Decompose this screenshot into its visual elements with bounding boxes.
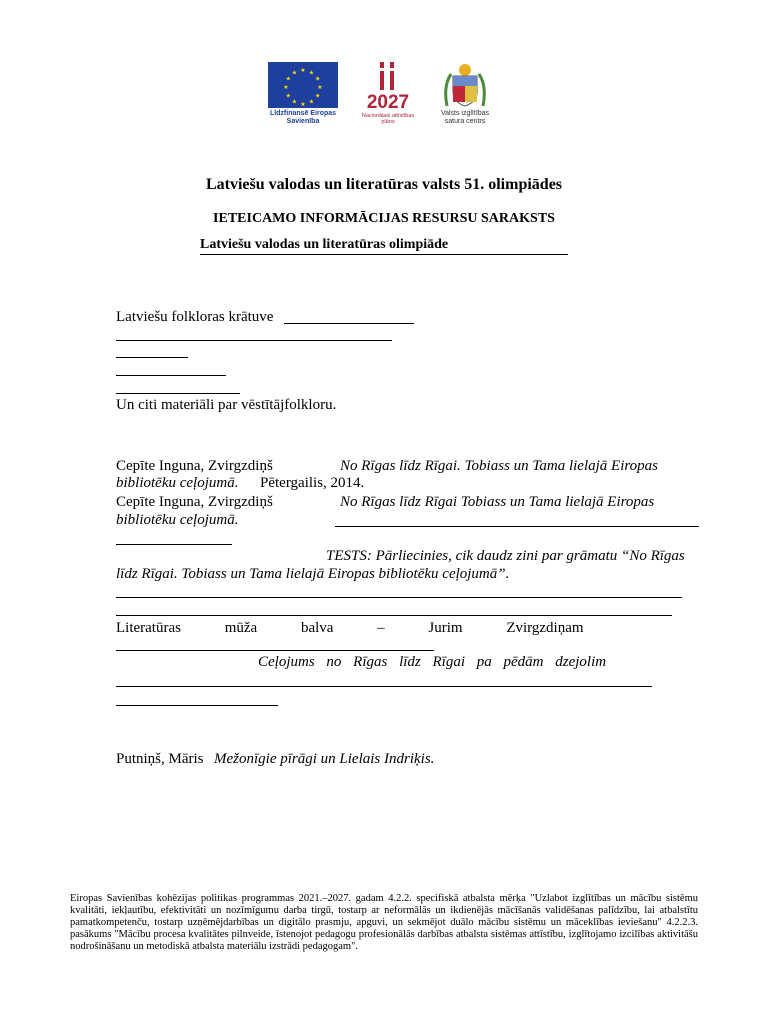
national-plan-year: 2027 xyxy=(366,92,410,113)
cepite1-title-line2: bibliotēku ceļojumā. xyxy=(116,475,239,491)
page-title: Latviešu valodas un literatūras valsts 51. olimpiādes xyxy=(205,176,563,193)
cepite1-publisher: Pētergailis, 2014. xyxy=(260,475,365,491)
svg-text:★: ★ xyxy=(308,98,315,106)
svg-text:★: ★ xyxy=(317,84,323,91)
link-line[interactable] xyxy=(116,705,278,706)
journey-line: Ceļojums no Rīgas līdz Rīgai pa pēdām dzejolim xyxy=(258,654,607,670)
svg-text:★: ★ xyxy=(291,98,298,106)
national-plan-caption: Nacionālais attīstības plāns xyxy=(361,113,415,125)
link-line[interactable] xyxy=(335,526,699,527)
link-line[interactable] xyxy=(116,686,652,687)
link-line[interactable] xyxy=(116,393,240,394)
link-line[interactable] xyxy=(116,544,232,545)
svg-text:★: ★ xyxy=(300,67,306,74)
tests-line2 xyxy=(116,566,624,583)
svg-text:★: ★ xyxy=(285,75,291,83)
folklore-more-text: Un citi materiāli par vēstītājfolkloru. xyxy=(116,397,337,413)
latvia-coat-of-arms-icon xyxy=(443,62,487,108)
link-line[interactable] xyxy=(116,615,672,616)
link-line[interactable] xyxy=(116,375,226,376)
link-line[interactable] xyxy=(116,597,682,598)
svg-text:★: ★ xyxy=(308,69,315,77)
funding-footer: Eiropas Savienības kohēzijas politikas programmas 2021.–2027. gadam 4.2.2. specifiskā atbalsta mērķa "Uzlabot izglītības un mācību sistēmu kvalitāti, iekļautību, efektivitāti un nozīmīgumu darba tirgū, tostarp ar neformālās un ikdienējās mācīšanās validēšanas palīdzību, lai atbalstītu pamatkompetenču, tostarp uzņēmējdarbības un digitālo prasmju, apguvi, un sekmējot duālo mācību sistēmu un māceklības ieviešanu" 4.2.2.3. pasākums "Mācību procesa kvalitātes pilnveide, īstenojot pedagogu profesionālās darbības atbalsta sistēmas attīstību, izglītojamo izcilības aktivitāšu nodrošināšanu un metodiskā atbalsta materiālu izstrādi pedagogam". xyxy=(70,893,698,952)
link-line[interactable] xyxy=(116,357,188,358)
putnins-author: Putniņš, Māris xyxy=(116,751,204,767)
cepite2-author: Cepīte Inguna, Zvirgzdiņš xyxy=(116,494,273,510)
svg-text:★: ★ xyxy=(315,75,321,83)
link-line[interactable] xyxy=(116,650,434,651)
svg-text:★: ★ xyxy=(285,92,291,100)
page-subtitle: IETEICAMO INFORMĀCIJAS RESURSU SARAKSTS xyxy=(213,211,555,226)
eu-stars-icon xyxy=(268,62,338,108)
tests-line2-text: līdz Rīgai. Tobiass un Tama lielajā Eiropas bibliotēku ceļojumā”. xyxy=(116,566,510,582)
svg-text:★: ★ xyxy=(291,69,298,77)
putnins-title: Mežonīgie pīrāgi un Lielais Indriķis. xyxy=(214,751,435,767)
award-line: Literatūras mūža balva – Jurim Zvirgzdiņam xyxy=(116,620,584,636)
eu-caption: Līdzfinansē Eiropas Savienība xyxy=(269,110,337,125)
svg-text:★: ★ xyxy=(300,101,306,108)
crest-caption: Valsts izglītības satura centrs xyxy=(440,110,490,125)
link-line[interactable] xyxy=(284,323,414,324)
cepite1-author: Cepīte Inguna, Zvirgzdiņš xyxy=(116,458,273,474)
cepite2-title-line1: No Rīgas līdz Rīgai Tobiass un Tama lielajā Eiropas xyxy=(340,494,655,510)
svg-text:★: ★ xyxy=(315,92,321,100)
tests-line1: TESTS: Pārliecinies, cik daudz zini par grāmatu “No Rīgas xyxy=(326,548,685,564)
subtitle-underline xyxy=(200,254,568,255)
eu-flag-logo xyxy=(268,62,338,108)
cepite2-title-line2: bibliotēku ceļojumā. xyxy=(116,512,239,528)
svg-text:★: ★ xyxy=(283,84,289,91)
link-line[interactable] xyxy=(116,340,392,341)
olympiad-name: Latviešu valodas un literatūras olimpiāde xyxy=(200,237,449,252)
folklore-label: Latviešu folkloras krātuve xyxy=(116,309,274,325)
national-plan-bars-icon xyxy=(358,60,418,94)
cepite1-title-line1: No Rīgas līdz Rīgai. Tobiass un Tama lielajā Eiropas xyxy=(340,458,658,474)
